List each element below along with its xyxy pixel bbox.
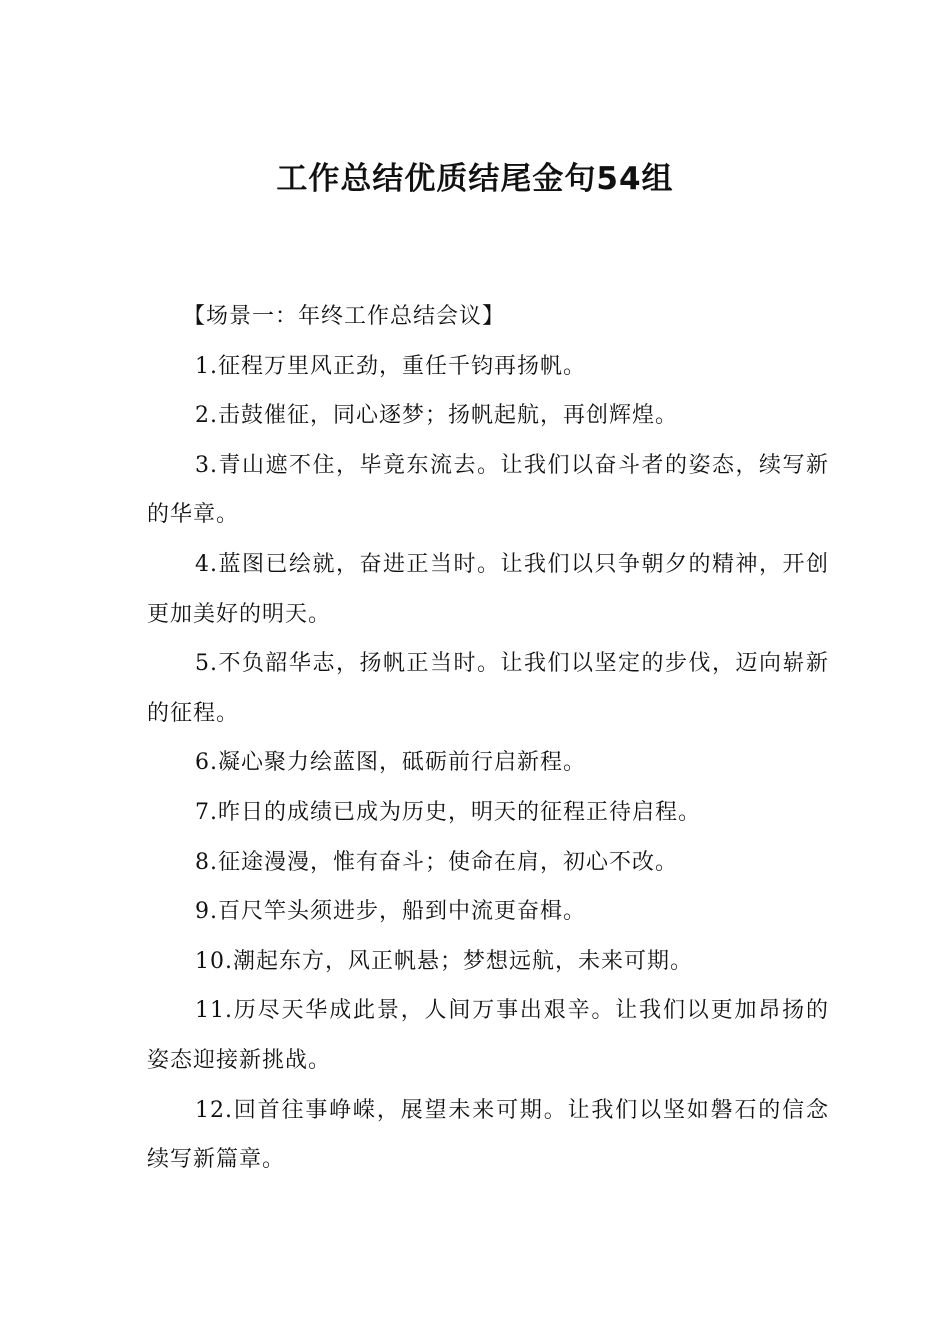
quote-item-9: 9.百尺竿头须进步，船到中流更奋楫。 bbox=[195, 899, 586, 925]
quote-item-8: 8.征途漫漫，惟有奋斗；使命在肩，初心不改。 bbox=[195, 849, 678, 875]
quote-item-7: 7.昨日的成绩已成为历史，明天的征程正待启程。 bbox=[195, 799, 701, 825]
quote-item-2: 2.击鼓催征，同心逐梦；扬帆起航，再创辉煌。 bbox=[195, 403, 678, 429]
quote-item-4: 4.蓝图已绘就，奋进正当时。让我们以只争朝夕的精神，开创更加美好的明天。 bbox=[147, 551, 829, 627]
quote-item-5: 5.不负韶华志，扬帆正当时。让我们以坚定的步伐，迈向崭新的征程。 bbox=[147, 651, 829, 726]
scene-heading: 【场景一：年终工作总结会议】 bbox=[183, 304, 506, 329]
quote-item-10: 10.潮起东方，风正帆悬；梦想远航，未来可期。 bbox=[195, 948, 693, 974]
document-title: 工作总结优质结尾金句54组 bbox=[276, 161, 674, 197]
document-body bbox=[147, 292, 829, 1185]
quote-item-11: 11.历尽天华成此景，人间万事出艰辛。让我们以更加昂扬的姿态迎接新挑战。 bbox=[147, 998, 829, 1073]
quote-item-6: 6.凝心聚力绘蓝图，砥砺前行启新程。 bbox=[195, 750, 586, 776]
quote-item-1: 1.征程万里风正劲，重任千钧再扬帆。 bbox=[195, 353, 586, 379]
quote-item-12: 12.回首往事峥嵘，展望未来可期。让我们以坚如磐石的信念续写新篇章。 bbox=[147, 1097, 829, 1173]
quote-item-3: 3.青山遮不住，毕竟东流去。让我们以奋斗者的姿态，续写新的华章。 bbox=[147, 452, 829, 528]
